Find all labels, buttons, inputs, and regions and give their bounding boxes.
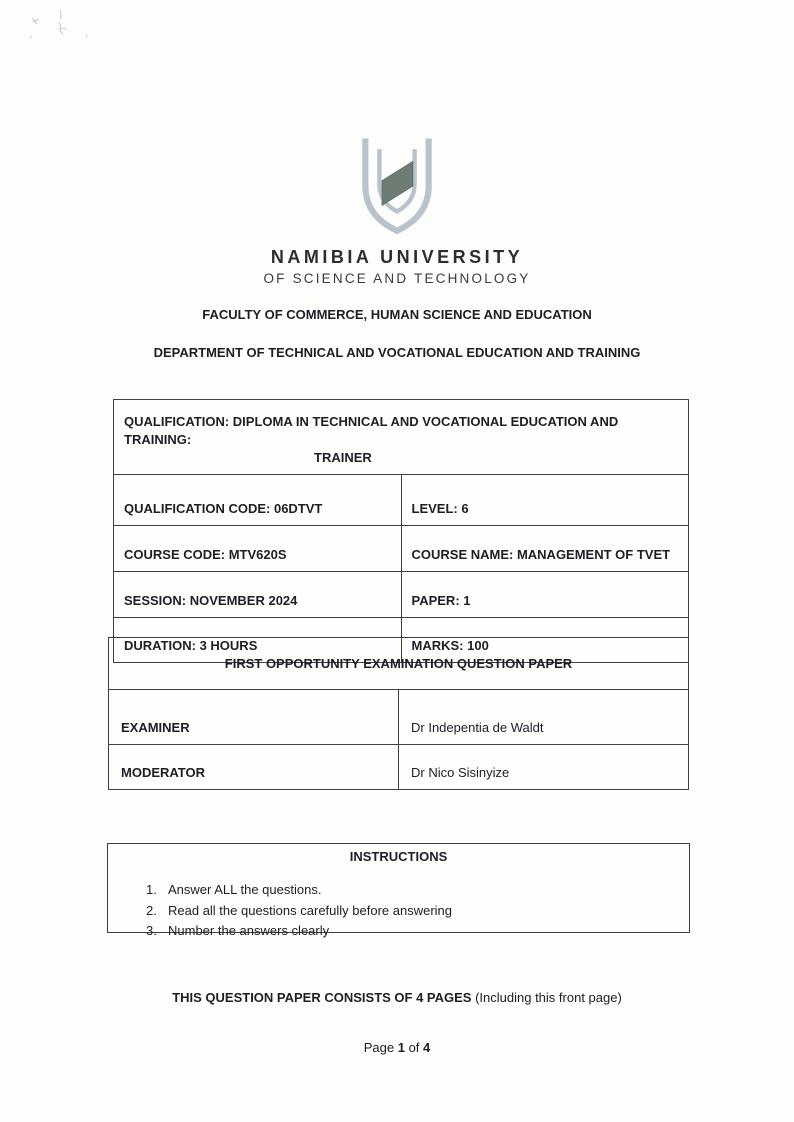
page-label: Page [363,1040,395,1055]
table-row [109,690,689,745]
page-current: 1 [397,1040,405,1055]
university-header [0,135,794,286]
item-number: 3. [146,923,157,938]
page-number [0,1040,794,1055]
item-text: Answer ALL the questions. [168,882,322,897]
page-count-statement [0,990,794,1005]
list-item [146,901,689,922]
university-subtitle: OF SCIENCE AND TECHNOLOGY [263,271,531,286]
level-cell: LEVEL: 6 [401,475,689,526]
university-name: NAMIBIA UNIVERSITY [270,247,524,267]
qualification-cell [114,400,689,475]
examiner-name: Dr Indepentia de Waldt [399,690,689,745]
item-number: 2. [146,902,157,918]
table-row [114,572,689,618]
exam-paper-title: FIRST OPPORTUNITY EXAMINATION QUESTION PAPER [109,638,689,690]
faculty-title: FACULTY OF COMMERCE, HUMAN SCIENCE AND EDUCATION [202,307,592,322]
list-item [146,921,689,942]
department-title: DEPARTMENT OF TECHNICAL AND VOCATIONAL EDUCATION AND TRAINING [153,345,641,360]
paper-cell: PAPER: 1 [401,572,689,618]
table-row [114,526,689,572]
table-row [109,638,689,690]
page-of: of [408,1040,420,1055]
list-item [146,880,689,901]
qualification-code-cell: QUALIFICATION CODE: 06DTVT [114,475,402,526]
page-total: 4 [423,1040,431,1055]
item-text: Read all the questions carefully before answering [168,902,453,918]
university-shield-logo-icon [353,135,441,237]
qualification-line2: TRAINER [314,450,372,465]
item-text: Number the answers clearly [168,923,330,938]
examiner-label: EXAMINER [109,690,399,745]
page-count-bold: THIS QUESTION PAPER CONSISTS OF 4 PAGES [172,990,472,1005]
table-row [109,745,689,790]
course-info-table [113,399,689,663]
moderator-name: Dr Nico Sisinyize [399,745,689,790]
instructions-box [107,843,690,938]
course-code-cell: COURSE CODE: MTV620S [114,526,402,572]
instructions-list [146,880,689,942]
instructions-title: INSTRUCTIONS [349,849,448,864]
course-name-cell: COURSE NAME: MANAGEMENT OF TVET [401,526,689,572]
item-number: 1. [146,882,157,897]
exam-paper-table [108,637,689,790]
marks-cell: MARKS: 100 [401,618,689,663]
table-row [114,475,689,526]
qualification-line1: QUALIFICATION: DIPLOMA IN TECHNICAL AND VOCATIONAL EDUCATION AND TRAINING: [124,414,619,447]
moderator-label: MODERATOR [109,745,399,790]
page-count-note: (Including this front page) [471,990,622,1005]
pen-scribble-marks [18,6,128,56]
duration-cell: DURATION: 3 HOURS [114,618,402,663]
table-row [114,400,689,475]
session-cell: SESSION: NOVEMBER 2024 [114,572,402,618]
